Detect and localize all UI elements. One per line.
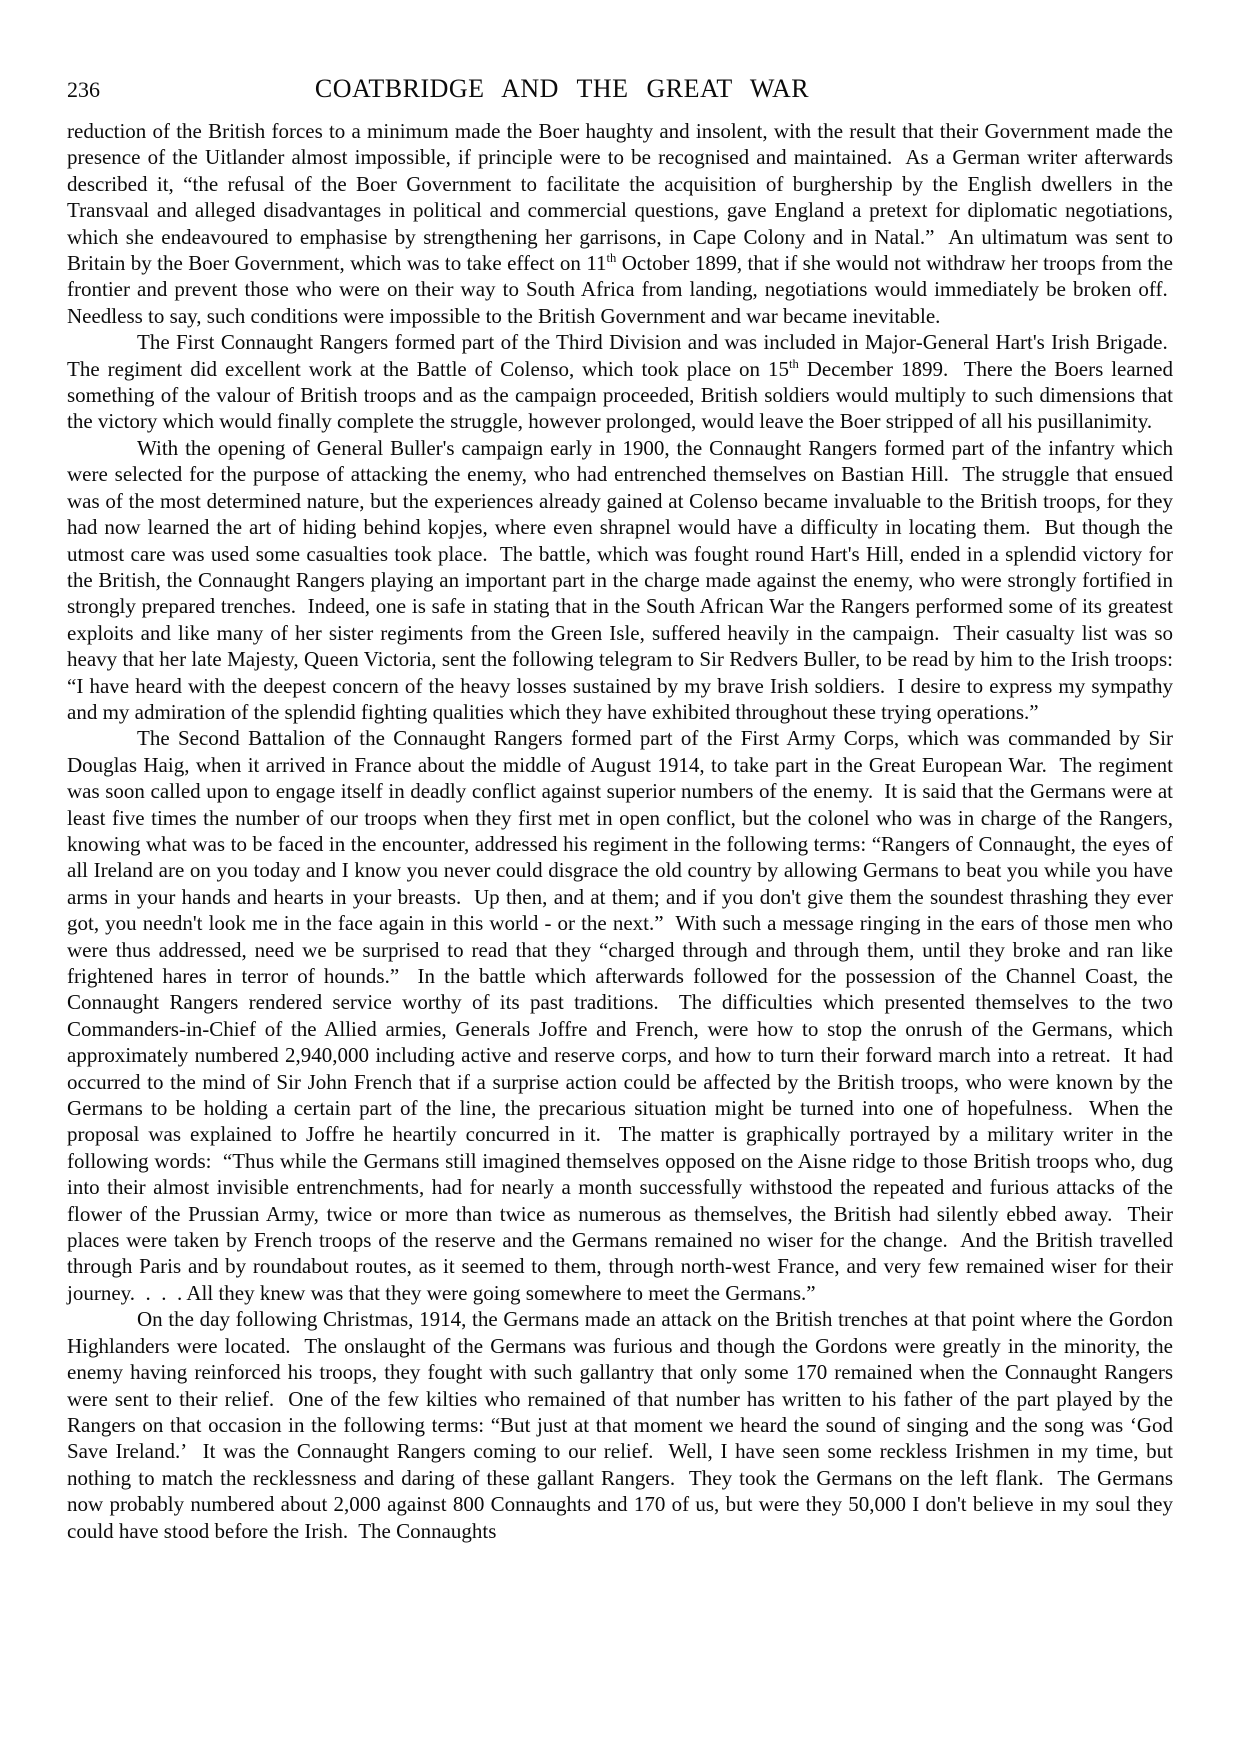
paragraph-text: The First Connaught Rangers formed part of the Third Division and was included in Major-General Hart's Irish Brigade. The regiment did excellent work at the Battle of Colenso, which took place on 15 (67, 330, 1173, 381)
paragraph (67, 435, 1173, 725)
paragraph (67, 329, 1173, 435)
page-body (67, 118, 1173, 1544)
paragraph (67, 1306, 1173, 1544)
superscript-ordinal: th (788, 356, 799, 371)
paragraph (67, 118, 1173, 329)
paragraph-text: On the day following Christmas, 1914, the Germans made an attack on the British trenches at that point where the Gordon Highlanders were located. The onslaught of the Germans was furious and though the Gordons were greatly in the minority, the enemy having reinforced his troops, they fought with such gallantry that only some 170 remained when the Connaught Rangers were sent to their relief. One of the few kilties who remained of that number has written to his father of the part played by the Rangers on that occasion in the following terms: “But just at that moment we heard the sound of singing and the song was ‘God Save Ireland.’ It was the Connaught Rangers coming to our relief. Well, I have seen some reckless Irishmen in my time, but nothing to match the recklessness and daring of these gallant Rangers. They took the Germans on the left flank. The Germans now probably numbered about 2,000 against 800 Connaughts and 170 of us, but were they 50,000 I don't believe in my soul they could have stood before the Irish. The Connaughts (67, 1307, 1173, 1543)
page-header (67, 74, 1173, 108)
paragraph-text: reduction of the British forces to a minimum made the Boer haughty and insolent, with the result that their Government made the presence of the Uitlander almost impossible, if principle were to be recognised and maintained. As a German writer afterwards described it, “the refusal of the Boer Government to facilitate the acquisition of burghership by the English dwellers in the Transvaal and alleged disadvantages in political and commercial questions, gave England a pretext for diplomatic negotiations, which she endeavoured to emphasise by strengthening her garrisons, in Cape Colony and in Natal.” An ultimatum was sent to Britain by the Boer Government, which was to take effect on 11 (67, 119, 1173, 276)
page-number: 236 (67, 77, 100, 102)
page-title: COATBRIDGE AND THE GREAT WAR (314, 74, 810, 103)
paragraph-text: December 1899. There the Boers learned something of the valour of British troops and as the campaign proceeded, British soldiers would multiply to such dimensions that the victory which would finally complete the struggle, however prolonged, would leave the Boer stripped of all his pusillanimity. (67, 356, 1173, 434)
paragraph-text: October 1899, that if she would not withdraw her troops from the frontier and prevent those who were on their way to South Africa from landing, negotiations would immediately be broken off. Needless to say, such conditions were impossible to the British Government and war became inevitable. (67, 251, 1173, 328)
paragraph-text: The Second Battalion of the Connaught Rangers formed part of the First Army Corps, which was commanded by Sir Douglas Haig, when it arrived in France about the middle of August 1914, to take part in the Great European War. The regiment was soon called upon to engage itself in deadly conflict against superior numbers of the enemy. It is said that the Germans were at least five times the number of our troops when they first met in open conflict, but the colonel who was in charge of the Rangers, knowing what was to be faced in the encounter, addressed his regiment in the following terms: “Rangers of Connaught, the eyes of all Ireland are on you today and I know you never could disgrace the old country by allowing Germans to beat you while you have arms in your hands and hearts in your breasts. Up then, and at them; and if you don't give them the soundest thrashing they ever got, you needn't look me in the face again in this world - or the next.” With such a message ringing in the ears of those men who were thus addressed, need we be surprised to read that they “charged through and through them, until they broke and ran like frightened hares in terror of hounds.” In the battle which afterwards followed for the possession of the Channel Coast, the Connaught Rangers rendered service worthy of its past traditions. The difficulties which presented themselves to the two Commanders-in-Chief of the Allied armies, Generals Joffre and French, were how to stop the onrush of the Germans, which approximately numbered 2,940,000 including active and reserve corps, and how to turn their forward march into a retreat. It had occurred to the mind of Sir John French that if a surprise action could be affected by the British troops, who were known by the Germans to be holding a certain part of the line, the precarious situation might be turned into one of hopefulness. When the proposal was explained to Joffre he heartily concurred in it. The matter is graphically portrayed by a military writer in the following words: “Thus while the Germans still imagined themselves opposed on the Aisne ridge to those British troops who, dug into their almost invisible entrenchments, had for nearly a month successfully withstood the repeated and furious attacks of the flower of the Prussian Army, twice or more than twice as numerous as themselves, the British had silently ebbed away. Their places were taken by French troops of the reserve and the Germans remained no wiser for the change. And the British travelled through Paris and by roundabout routes, as it seemed to them, through north-west France, and very few remained wiser for their journey. . . . All they knew was that they were going somewhere to meet the Germans.” (67, 726, 1173, 1305)
superscript-ordinal: th (606, 251, 617, 266)
paragraph-text: With the opening of General Buller's campaign early in 1900, the Connaught Rangers formed part of the infantry which were selected for the purpose of attacking the enemy, who had entrenched themselves on Bastian Hill. The struggle that ensued was of the most determined nature, but the experiences already gained at Colenso became invaluable to the British troops, for they had now learned the art of hiding behind kopjes, where even shrapnel would have a difficulty in locating them. But though the utmost care was used some casualties took place. The battle, which was fought round Hart's Hill, ended in a splendid victory for the British, the Connaught Rangers playing an important part in the charge made against the enemy, who were strongly fortified in strongly prepared trenches. Indeed, one is safe in stating that in the South African War the Rangers performed some of its greatest exploits and like many of her sister regiments from the Green Isle, suffered heavily in the campaign. Their casualty list was so heavy that her late Majesty, Queen Victoria, sent the following telegram to Sir Redvers Buller, to be read by him to the Irish troops: “I have heard with the deepest concern of the heavy losses sustained by my brave Irish soldiers. I desire to express my sympathy and my admiration of the splendid fighting qualities which they have exhibited throughout these trying operations.” (67, 435, 1173, 724)
paragraph (67, 725, 1173, 1306)
